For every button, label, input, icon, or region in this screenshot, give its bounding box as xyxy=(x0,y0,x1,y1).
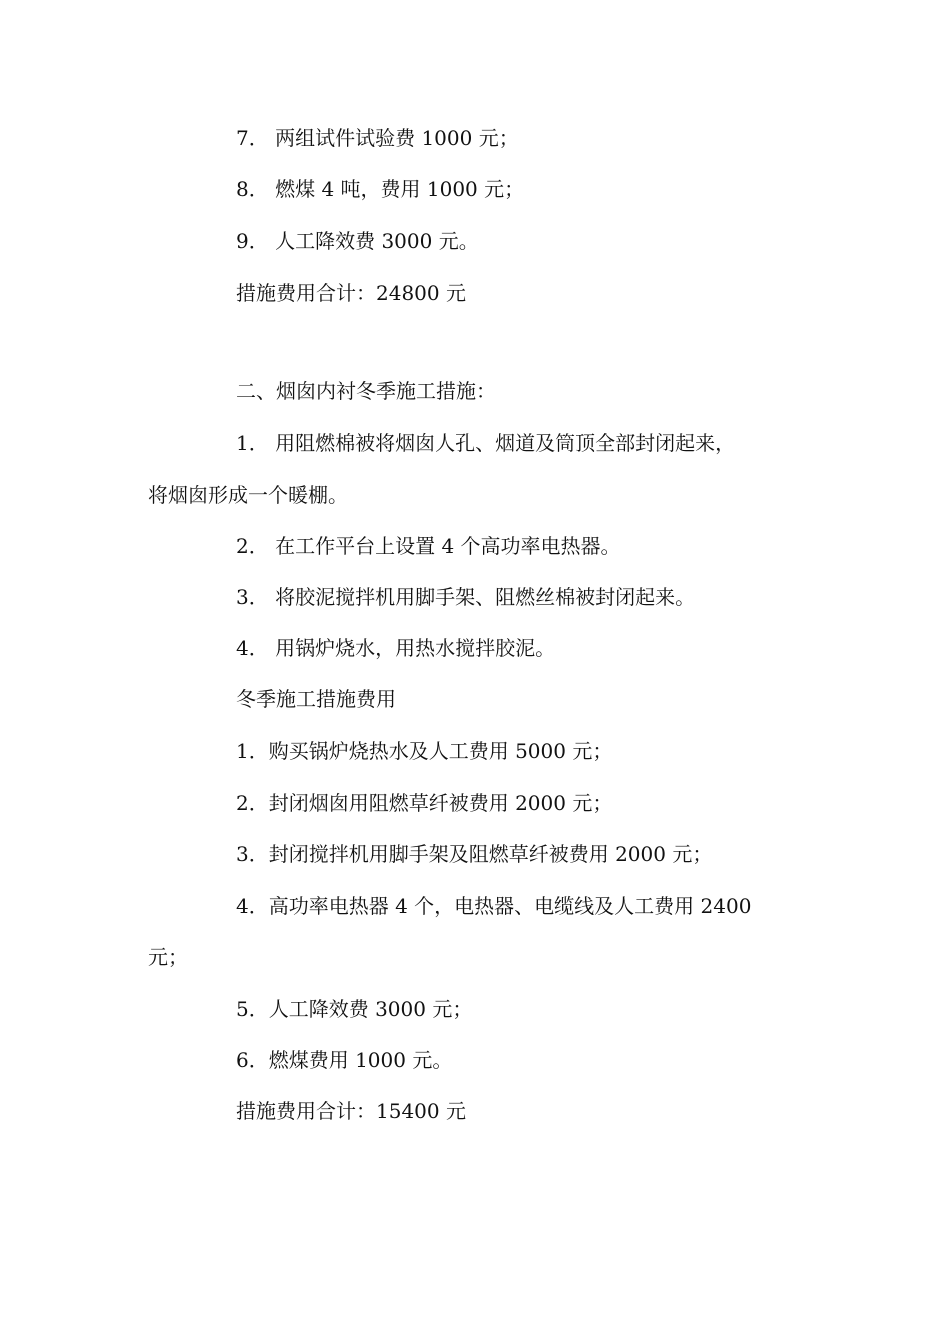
cost-1: 1．购买锅炉烧热水及人工费用 5000 元； xyxy=(236,739,613,763)
cost-item-7: 7． 两组试件试验费 1000 元； xyxy=(236,126,519,150)
measure-4: 4． 用锅炉烧水，用热水搅拌胶泥。 xyxy=(236,636,556,660)
cost-item-9: 9． 人工降效费 3000 元。 xyxy=(236,229,479,253)
cost-heading: 冬季施工措施费用 xyxy=(236,687,396,711)
measure-1-line2: 将烟囱形成一个暖棚。 xyxy=(148,483,348,507)
cost-2: 2．封闭烟囱用阻燃草纤被费用 2000 元； xyxy=(236,791,613,815)
measure-3: 3． 将胶泥搅拌机用脚手架、阻燃丝棉被封闭起来。 xyxy=(236,585,696,609)
cost-item-8: 8． 燃煤 4 吨，费用 1000 元； xyxy=(236,177,525,201)
cost-4-line2: 元； xyxy=(148,945,188,969)
section2-heading: 二、烟囱内衬冬季施工措施： xyxy=(236,379,496,403)
cost-4-line1: 4．高功率电热器 4 个，电热器、电缆线及人工费用 2400 xyxy=(236,894,752,918)
measure-2: 2． 在工作平台上设置 4 个高功率电热器。 xyxy=(236,534,621,558)
cost-3: 3．封闭搅拌机用脚手架及阻燃草纤被费用 2000 元； xyxy=(236,842,713,866)
cost-6: 6．燃煤费用 1000 元。 xyxy=(236,1048,453,1072)
measure-1-line1: 1． 用阻燃棉被将烟囱人孔、烟道及筒顶全部封闭起来， xyxy=(236,431,736,455)
section2-total: 措施费用合计：15400 元 xyxy=(236,1099,466,1123)
part1-total: 措施费用合计：24800 元 xyxy=(236,281,466,305)
cost-5: 5．人工降效费 3000 元； xyxy=(236,997,473,1021)
